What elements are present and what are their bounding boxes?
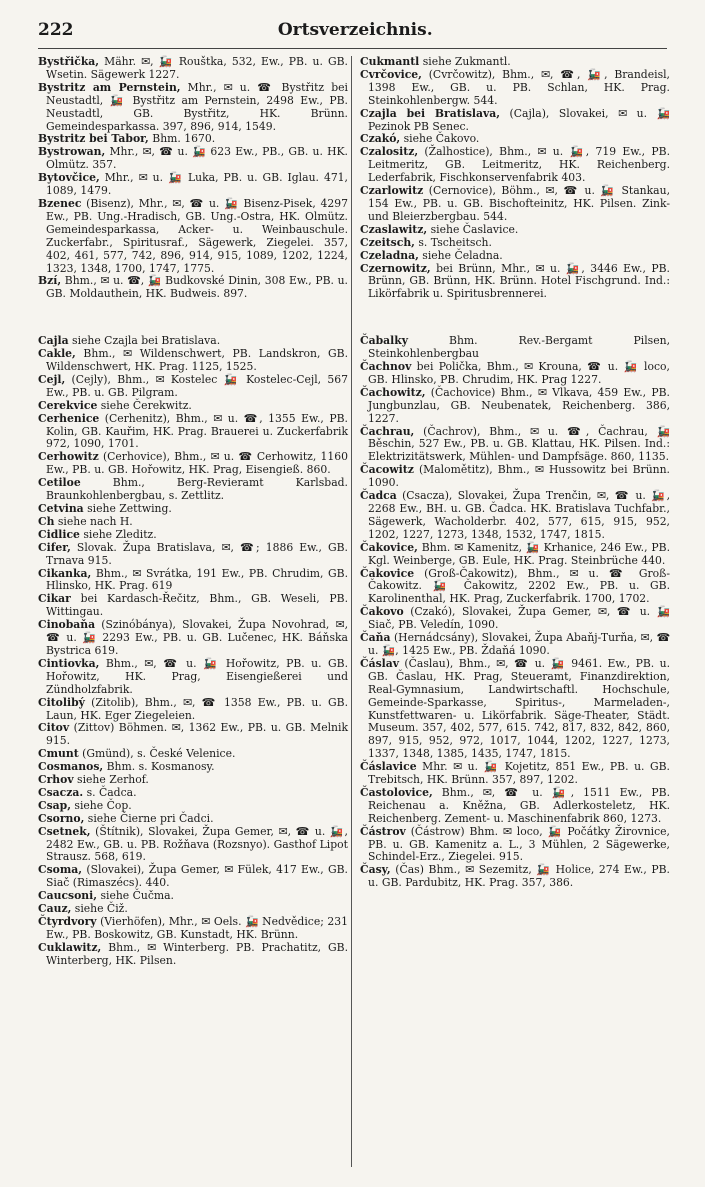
entry-place-name: Bystrowan, [38,145,106,159]
directory-entry [38,172,348,198]
entry-details: Mhr., ✉ u. ☎ Bystřitz bei Neustadtl, 🚂 Bystřitz am Pernstein, 2498 Ew., PB. Neustadtl, GB. Bystřitz, HK. Brünn. Gemeindesparkassa. 397, 896, 914, 1549. [46,80,348,133]
entry-place-name: Cejl, [38,372,66,386]
entry-details: Bhm., ✉ Svrátka, 191 Ew., PB. Chrudim, GB. Hlinsko, HK. Prag. 619 [46,566,348,593]
directory-entry [360,490,670,542]
entry-details: Bhm., Berg-Revieramt Karlsbad. Braunkohlenbergbau, s. Zettlitz. [46,476,348,503]
entry-place-name: Čáslav [360,656,400,670]
directory-entry [360,335,670,361]
entry-details: (Hernádcsány), Slovakei, Župa Abaňj-Turňa, ✉, ☎ u. 🚂, 1425 Ew., PB. Ždaňá 1090. [368,631,670,657]
entry-details: (Czakó), Slovakei, Župa Gemer, ✉, ☎ u. 🚂 Siač, PB. Veledín, 1090. [368,605,670,632]
entry-place-name: Čacowitz [360,463,414,477]
entry-place-name: Čakovo [360,605,404,619]
entry-place-name: Citolibý [38,695,85,709]
right-column [360,56,670,890]
entry-details: Slovak. Župa Bratislava, ✉, ☎; 1886 Ew., GB. Trnava 915. [46,540,348,567]
entry-place-name: Cuklawitz, [38,940,102,954]
entry-place-name: Cosmanos, [38,760,104,774]
directory-entry [38,593,348,619]
entry-details: siehe Časlavice. [427,222,519,236]
directory-entry [360,787,670,826]
left-block-1 [38,56,348,301]
directory-entry [38,275,348,301]
directory-entry [360,826,670,865]
section-gap [38,301,348,335]
directory-entry [38,658,348,697]
directory-entry [360,542,670,568]
left-block-2 [38,335,348,967]
entry-details: (Čachovice) Bhm., ✉ Vlkava, 459 Ew., PB. Jungbunzlau, GB. Neubenatek, Reichenberg. 386, 1227. [368,385,670,425]
entry-place-name: Čtyrdvory [38,915,97,928]
entry-place-name: Ch [38,514,55,528]
entry-details: (Vierhöfen), Mhr., ✉ Oels. 🚂 Nedvědice; 231 Ew., PB. Boskowitz, GB. Kunstadt, HK. Brünn. [46,915,348,941]
entry-details: siehe nach H. [54,514,133,528]
entry-place-name: Čabalky [360,334,408,348]
directory-entry [38,722,348,748]
page-number: 222 [38,20,74,40]
entry-details: bei Kardasch-Řečitz, Bhm., GB. Weseli, PB. Wittingau. [46,592,348,619]
entry-place-name: Cerekvice [38,398,98,412]
entry-place-name: Cakle, [38,347,76,361]
directory-entry [38,697,348,723]
entry-place-name: Cetiloe [38,476,81,490]
page-title: Ortsverzeichnis. [277,20,433,40]
entry-details: Bhm., ✉ Winterberg. PB. Prachatitz, GB. Winterberg, HK. Pilsen. [46,940,348,967]
entry-place-name: Cvrčovice, [360,67,422,81]
entry-details: (Částrow) Bhm. ✉ loco, 🚂 Počátky Žirovnice, PB. u. GB. Kamenitz a. L., 3 Mühlen, 2 Sägewerke, Schindel-Erz., Ziegelei. 915. [368,824,670,864]
directory-entry [38,916,348,942]
entry-place-name: Čakovice, [360,540,418,554]
entry-place-name: Csap, [38,798,71,812]
entry-details: (Cernovice), Böhm., ✉, ☎ u. 🚂 Stankau, 154 Ew., PB. u. GB. Bischofteinitz, HK. Pilsen. Zink- und Bleierzbergbau. 544. [368,184,670,223]
section-gap [360,301,670,335]
entry-details: siehe Čakovo. [400,132,480,146]
entry-details: (Slovakei), Župa Gemer, ✉ Fülek, 417 Ew., GB. Siač (Rimaszécs). 440. [46,863,348,890]
entry-details: (Cajla), Slovakei, ✉ u. 🚂 Pezinok PB Senec. [368,106,670,133]
entry-details: siehe Čučma. [97,889,174,903]
entry-place-name: Czaslawitz, [360,222,428,236]
entry-details: Bhm., ✉, ☎ u. 🚂, 1511 Ew., PB. Reichenau a. Kněžna, GB. Adlerkosteletz, HK. Reichenberg. Zement- u. Maschinenfabrik 860, 1273. [368,785,670,825]
entry-place-name: Czeladna, [360,248,419,262]
entry-place-name: Bytovčice, [38,171,100,185]
directory-entry [38,413,348,452]
entry-details: (Cerhovice), Bhm., ✉ u. ☎ Cerhowitz, 1160 Ew., PB. u. GB. Hořowitz, HK. Prag, Eisengieß. 860. [46,450,348,477]
directory-entry [38,348,348,374]
directory-entry [38,477,348,503]
entry-details: (Čas) Bhm., ✉ Sezemitz, 🚂 Holice, 274 Ew., PB. u. GB. Pardubitz, HK. Prag. 357, 386. [368,863,670,890]
directory-entry [360,387,670,426]
left-column [38,56,348,968]
entry-details: bei Polička, Bhm., ✉ Krouna, ☎ u. 🚂 loco, GB. Hlinsko, PB. Chrudim, HK. Prag 1227. [368,360,670,386]
directory-entry [38,82,348,134]
entry-place-name: Cerhenice [38,411,100,425]
entry-place-name: Cinobaňa [38,618,96,632]
entry-place-name: Cikar [38,592,71,606]
entry-place-name: Csoma, [38,863,83,877]
entry-details: (Bisenz), Mhr., ✉, ☎ u. 🚂 Bisenz-Pisek, 4297 Ew., PB. Ung.-Hradisch, GB. Ung.-Ostra, HK. Olmütz. Gemeindesparkassa, Acker- u. Weinbauschule. Zuckerfabr., Spiritusraf., Sägewerk, Ziegelei. 357, 402, 461, 577, 742, 896, 914, 915, 1089, 1202, 1224, 1323, 1348, 1700, 1747, 1775. [46,196,348,275]
entry-place-name: Czeitsch, [360,235,415,249]
entry-place-name: Bystritz am Pernstein, [38,80,181,94]
entry-details: (Čachrov), Bhm., ✉ u. ☎, Čachrau, 🚂 Běschin, 527 Ew., PB. u. GB. Klattau, HK. Pilsen. Ind.: Elektrizitätswerk, Mühlen- und Dampfsäge. 860, 1135. [368,424,670,464]
entry-details: siehe Zleditz. [79,527,157,541]
entry-place-name: Citov [38,721,70,735]
entry-details: Bhm. ✉ Kamenitz, 🚂 Krhanice, 246 Ew., PB. Kgl. Weinberge, GB. Eule, HK. Prag. Steinbrüche 440. [368,540,670,567]
directory-entry [38,864,348,890]
entry-details: siehe Czajla bei Bratislava. [68,334,221,348]
directory-entry [360,568,670,607]
directory-entry [360,464,670,490]
directory-entry [360,146,670,185]
directory-entry [38,942,348,968]
entry-details: (Groß-Čakowitz), Bhm., ✉ u. ☎ Groß-Čakowitz. 🚂 Čakowitz, 2202 Ew., PB. u. GB. Karolinenthal, HK. Prag, Zuckerfabrik. 1700, 1702. [368,566,670,606]
column-divider [351,56,352,1167]
directory-entry [38,451,348,477]
directory-entry [360,761,670,787]
entry-place-name: Csorno, [38,811,85,825]
entry-place-name: Čakovice [360,566,415,580]
entry-place-name: Cikanka, [38,566,92,580]
entry-place-name: Czalositz, [360,145,419,159]
entry-place-name: Cukmantl [360,55,420,68]
entry-details: siehe Zerhof. [73,773,149,787]
entry-details: Mhr. ✉ u. 🚂 Kojetitz, 851 Ew., PB. u. GB. Trebitsch, HK. Brünn. 357, 897, 1202. [368,760,670,787]
directory-entry [360,632,670,658]
entry-place-name: Časy, [360,863,391,877]
entry-place-name: Častolovice, [360,785,433,799]
entry-place-name: Czakó, [360,132,401,146]
entry-place-name: Bystritz bei Tabor, [38,132,149,146]
entry-details: Bhm. s. Kosmanosy. [103,760,215,774]
entry-details: (Cejly), Bhm., ✉ Kostelec 🚂 Kostelec-Cejl, 567 Ew., PB. u. GB. Pilgram. [46,372,348,399]
entry-place-name: Cifer, [38,540,71,554]
entry-place-name: Cidlice [38,527,80,541]
entry-details: (Szinóbánya), Slovakei, Župa Novohrad, ✉, ☎ u. 🚂 2293 Ew., PB. u. GB. Lučenec, HK. Báňska Bystrica 619. [46,618,348,657]
directory-entry [38,146,348,172]
directory-entry [360,185,670,224]
entry-place-name: Crhov [38,773,74,787]
entry-details: siehe Zettwing. [83,502,172,515]
entry-details: siehe Čeladna. [418,248,503,262]
entry-details: (Cerhenitz), Bhm., ✉ u. ☎, 1355 Ew., PB. Kolin, GB. Kauřim, HK. Prag. Brauerei u. Zuckerfabrik 972, 1090, 1701. [46,411,348,451]
right-block-1 [360,56,670,301]
directory-entry [360,658,670,761]
entry-details: s. Tscheitsch. [414,235,492,249]
entry-details: siehe Čop. [70,798,132,812]
directory-entry [38,826,348,865]
entry-place-name: Čáslavice [360,760,417,774]
directory-entry [38,619,348,658]
entry-details: bei Brünn, Mhr., ✉ u. 🚂, 3446 Ew., PB. Brünn, GB. Brünn, HK. Brünn. Hotel Fischgrund. Ind.: Likörfabrik u. Spiritusbrennerei. [368,261,670,301]
entry-details: (Zittov) Böhmen. ✉, 1362 Ew., PB. u. GB. Melnik 915. [46,721,348,748]
directory-entry [38,542,348,568]
entry-details: (Časlau), Bhm., ✉, ☎ u. 🚂 9461. Ew., PB. u. GB. Časlau, HK. Prag, Steueramt, Finanzdirektion, Real-Gymnasium, Landwirtschaftl. Hochschule, Gemeinde-Sparkasse, Spiritus-, Marmeladen-, Kunstfettwaren- u. Likörfabrik. Säge-Theater, Städt. Museum. 357, 402, 577, 615. 742, 817, 832, 842, 860, 897, 915, 952, 972, 1017, 1044, 1202, 1227, 1273, 1337, 1348, 1385, 1435, 1747, 1815. [368,656,670,761]
entry-place-name: Čachrau, [360,424,415,438]
entry-place-name: Bystřička, [38,55,100,68]
entry-place-name: Čaňa [360,631,391,645]
entry-details: Bhm., ✉ u. ☎, 🚂 Budkovské Dinin, 308 Ew., PB. u. GB. Moldauthein, HK. Budweis. 897. [46,274,348,301]
entry-place-name: Bzí, [38,274,62,288]
directory-entry [38,56,348,82]
entry-details: (Malomětitz), Bhm., ✉ Hussowitz bei Brünn. 1090. [368,463,670,490]
entry-place-name: Čachnov [360,360,412,374]
header-rule [38,48,667,49]
entry-place-name: Czarlowitz [360,184,424,198]
entry-place-name: Cauz, [38,902,72,916]
directory-entry [38,198,348,275]
entry-place-name: Bzenec [38,196,82,210]
directory-entry [38,374,348,400]
directory-entry [360,69,670,108]
entry-details: siehe Čierne pri Čadci. [84,811,214,825]
entry-details: Bhm., ✉, ☎ u. 🚂 Hořowitz, PB. u. GB. Hořowitz, HK. Prag, Eisengießerei und Zündholzfabrik. [46,656,348,696]
directory-entry [360,606,670,632]
entry-details: Bhm. 1670. [148,132,216,146]
entry-details: Mhr., ✉ u. 🚂 Luka, PB. u. GB. Iglau. 471, 1089, 1479. [46,171,348,198]
entry-place-name: Cetvina [38,502,84,515]
entry-details: siehe Čerekwitz. [97,398,192,412]
entry-details: (Žalhostice), Bhm., ✉ u. 🚂, 719 Ew., PB. Leitmeritz, GB. Leitmeritz, HK. Reichenberg. Lederfabrik, Fischkonservenfabrik 403. [368,145,670,185]
entry-details: Bhm. Rev.-Bergamt Pilsen, Steinkohlenbergbau [368,334,670,361]
directory-entry [360,426,670,465]
entry-details: s. Čadca. [83,785,137,799]
entry-details: (Cvrčowitz), Bhm., ✉, ☎, 🚂, Brandeisl, 1398 Ew., GB. u. PB. Schlan, HK. Prag. Steinkohlenbergw. 544. [368,67,670,107]
entry-place-name: Cmunt [38,747,79,761]
entry-place-name: Czajla bei Bratislava, [360,106,501,120]
directory-entry [360,361,670,387]
entry-place-name: Cajla [38,334,69,348]
entry-place-name: Csetnek, [38,824,91,838]
entry-place-name: Csacza. [38,785,84,799]
directory-entry [360,263,670,302]
entry-details: Bhm., ✉ Wildenschwert, PB. Landskron, GB. Wildenschwert, HK. Prag. 1125, 1525. [46,347,348,374]
directory-entry [38,568,348,594]
entry-details: (Csacza), Slovakei, Župa Trenčin, ✉, ☎ u. 🚂, 2268 Ew., BH. u. GB. Čadca. HK. Bratislava Tuchfabr., Sägewerk, Wacholderbr. 402, 577, 615, 915, 952, 1202, 1227, 1273, 1348, 1532, 1747, 1815. [368,489,670,541]
entry-details: (Gmünd), s. České Velenice. [78,747,236,761]
entry-place-name: Čadca [360,489,397,503]
directory-entry [360,864,670,890]
entry-place-name: Czernowitz, [360,261,431,275]
entry-place-name: Caucsoni, [38,889,98,903]
entry-details: siehe Zukmantl. [419,55,511,68]
right-block-2 [360,335,670,890]
entry-place-name: Cintiovka, [38,656,100,670]
page-header [38,20,667,44]
entry-details: Mhr., ✉, ☎ u. 🚂 623 Ew., PB., GB. u. HK. Olmütz. 357. [46,145,348,172]
entry-details: Mähr. ✉, 🚂 Rouštka, 532, Ew., PB. u. GB. Wsetin. Sägewerk 1227. [46,55,348,81]
entry-details: siehe Čiž. [71,902,128,916]
entry-details: (Štítnik), Slovakei, Župa Gemer, ✉, ☎ u. 🚂, 2482 Ew., GB. u. PB. Rožňava (Rozsnyo). Gasthof Lipot Strausz. 568, 619. [46,824,348,864]
entry-place-name: Cerhowitz [38,450,99,464]
entry-place-name: Částrov [360,824,406,838]
directory-entry [360,108,670,134]
entry-details: (Zitolib), Bhm., ✉, ☎ 1358 Ew., PB. u. GB. Laun, HK. Eger Ziegeleien. [46,695,348,722]
entry-place-name: Čachowitz, [360,385,426,399]
